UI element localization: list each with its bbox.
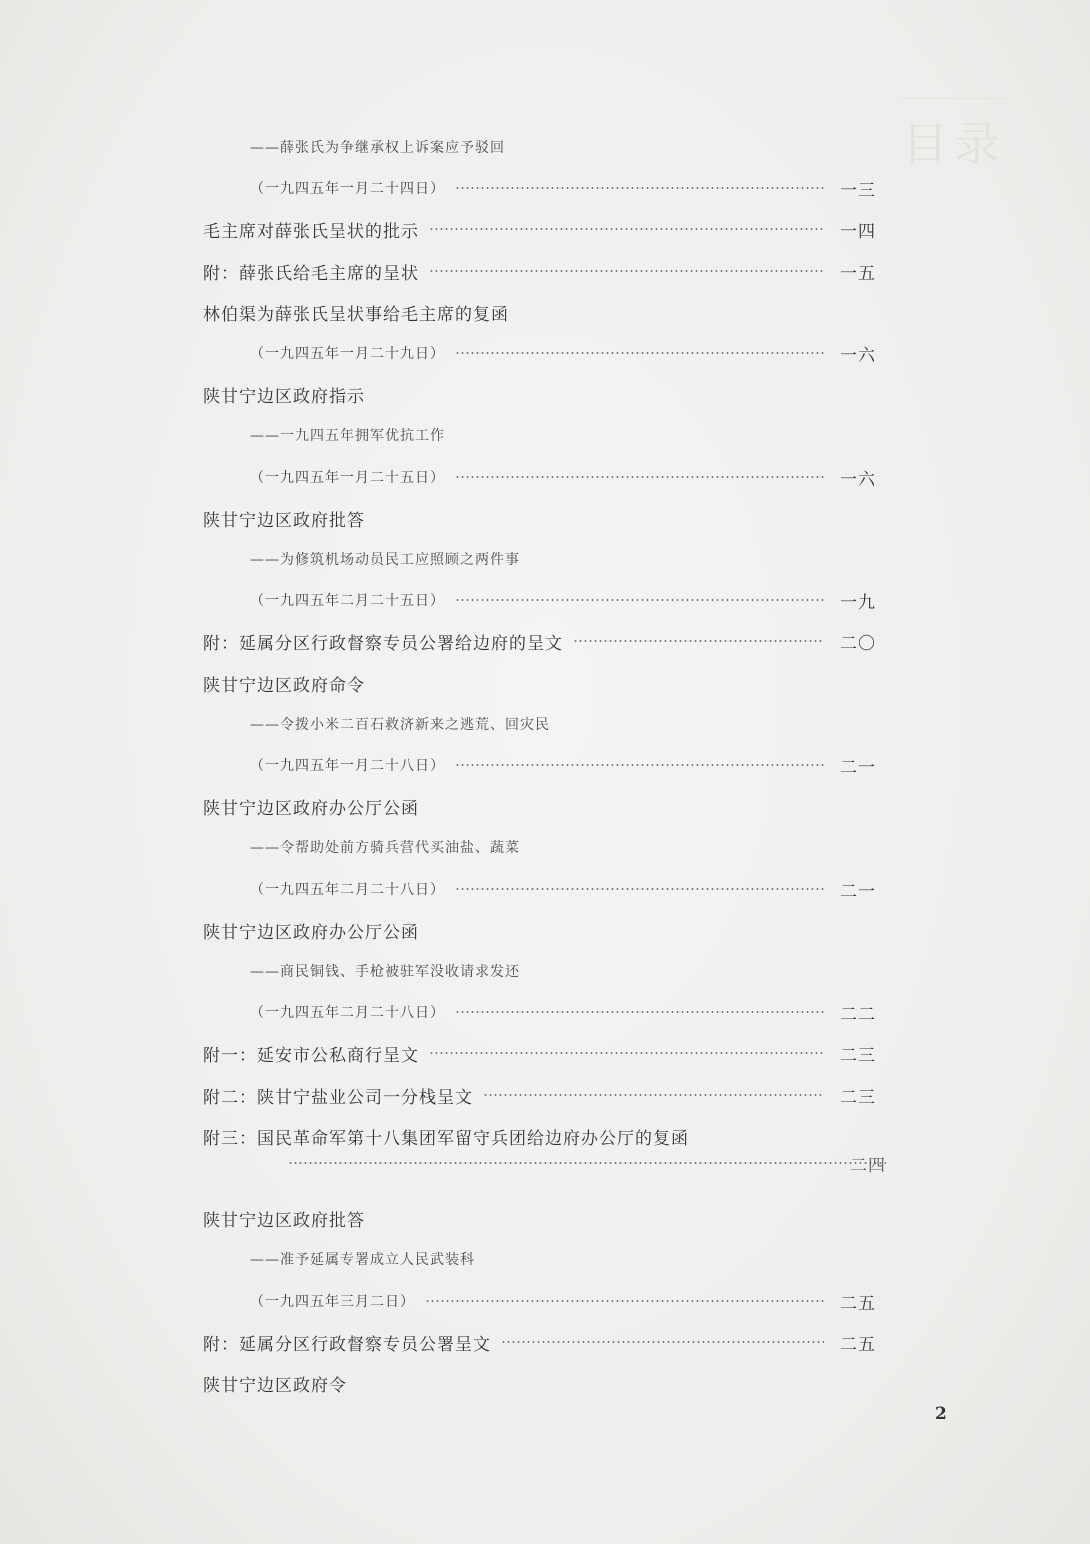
toc-entry-title — [203, 1327, 876, 1357]
dot-leader — [455, 187, 824, 189]
toc-entry-date — [250, 585, 876, 615]
dot-leader — [501, 1341, 824, 1343]
dot-leader — [455, 1011, 824, 1013]
toc-entry-text: 陕甘宁边区政府命令 — [203, 675, 365, 696]
toc-entry-title — [203, 1121, 689, 1151]
toc-page-ref: 一九 — [840, 592, 876, 613]
toc-entry-text: ——薛张氏为争继承权上诉案应予驳回 — [250, 140, 505, 156]
toc-page-ref: 一五 — [840, 263, 876, 284]
toc-entry-text: 附：延属分区行政督察专员公署给边府的呈文 — [203, 633, 563, 654]
toc-entry-text: 附二：陕甘宁盐业公司一分栈呈文 — [203, 1087, 473, 1108]
dot-leader — [573, 640, 824, 642]
toc-entry-date — [250, 997, 876, 1027]
toc-page-ref: 二二 — [840, 1004, 876, 1025]
toc-entry-title — [203, 503, 365, 533]
toc-page-ref: 二一 — [840, 881, 876, 902]
dot-leader — [455, 476, 824, 478]
toc-entry-text: 附三：国民革命军第十八集团军留守兵团给边府办公厅的复函 — [203, 1128, 689, 1149]
toc-entry-text: （一九四五年二月二十八日） — [250, 1005, 445, 1021]
toc-entry-text: 附一：延安市公私商行呈文 — [203, 1045, 419, 1066]
page-number: 2 — [935, 1404, 947, 1424]
toc-entry-text: 陕甘宁边区政府指示 — [203, 386, 365, 407]
dot-leader — [429, 228, 824, 230]
toc-entry-title — [203, 915, 419, 945]
dot-leader — [455, 599, 824, 601]
toc-entry-text: ——令拨小米二百石救济新来之逃荒、回灾民 — [250, 717, 550, 733]
toc-entry-title — [203, 668, 365, 698]
toc-page-ref: 二三 — [840, 1087, 876, 1108]
dot-leader — [455, 352, 824, 354]
toc-entry-text: 陕甘宁边区政府批答 — [203, 510, 365, 531]
toc-entry-text: 陕甘宁边区政府办公厅公函 — [203, 922, 419, 943]
toc-entry-text: 林伯渠为薛张氏呈状事给毛主席的复函 — [203, 304, 509, 325]
toc-entry-text: （一九四五年二月二十五日） — [250, 593, 445, 609]
toc-entry-sub — [250, 132, 505, 162]
toc-entry-text: 附：薛张氏给毛主席的呈状 — [203, 263, 419, 284]
toc-entry-title — [203, 214, 876, 244]
toc-page-ref: 二四 — [850, 1155, 886, 1176]
dot-leader — [455, 764, 824, 766]
toc-page-ref: 一四 — [840, 221, 876, 242]
toc-entry-text: ——商民铜钱、手枪被驻军没收请求发还 — [250, 964, 520, 980]
toc-entry-text: 陕甘宁边区政府批答 — [203, 1210, 365, 1231]
toc-entry-title — [203, 1368, 347, 1398]
toc-page-ref: 二五 — [840, 1334, 876, 1355]
toc-entry-sub — [250, 956, 520, 986]
bleed-through-heading: 目录 — [902, 117, 1006, 171]
toc-page-ref: 一六 — [840, 469, 876, 490]
toc-entry-date — [250, 874, 876, 904]
toc-entry-date — [250, 750, 876, 780]
toc-entry-text: （一九四五年一月二十四日） — [250, 181, 445, 197]
toc-entry-title — [203, 1203, 365, 1233]
dot-leader — [288, 1162, 834, 1164]
toc-entry-title — [203, 297, 509, 327]
toc-page-ref: 一六 — [840, 345, 876, 366]
toc-entry-text: （一九四五年二月二十八日） — [250, 882, 445, 898]
toc-page-ref: 二一 — [840, 757, 876, 778]
toc-entry-sub — [250, 709, 550, 739]
toc-entry-text: ——为修筑机场动员民工应照顾之两件事 — [250, 552, 520, 568]
toc-entry-text: （一九四五年一月二十九日） — [250, 346, 445, 362]
toc-page-ref: 二〇 — [840, 633, 876, 654]
toc-entry-text: （一九四五年三月二日） — [250, 1294, 415, 1310]
toc-entry-sub — [250, 832, 520, 862]
toc-page-ref: 一三 — [840, 180, 876, 201]
toc-entry-text: ——一九四五年拥军优抗工作 — [250, 428, 445, 444]
toc-entry-title — [203, 626, 876, 656]
dot-leader — [425, 1300, 824, 1302]
toc-entry-text: 陕甘宁边区政府办公厅公函 — [203, 798, 419, 819]
dot-leader — [429, 270, 824, 272]
toc-entry-leader — [288, 1155, 886, 1176]
dot-leader — [429, 1052, 824, 1054]
toc-entry-sub — [250, 420, 445, 450]
toc-entry-title — [203, 256, 876, 286]
toc-entry-date — [250, 1286, 876, 1316]
toc-entry-date — [250, 173, 876, 203]
toc-entry-title — [203, 379, 365, 409]
toc-entry-text: ——准予延属专署成立人民武装科 — [250, 1252, 475, 1268]
toc-entry-title — [203, 791, 419, 821]
toc-entry-title — [203, 1080, 876, 1110]
toc-entry-sub — [250, 544, 520, 574]
toc-entry-text: （一九四五年一月二十五日） — [250, 470, 445, 486]
toc-entry-text: （一九四五年一月二十八日） — [250, 758, 445, 774]
toc-entry-date — [250, 462, 876, 492]
dot-leader — [483, 1094, 824, 1096]
toc-entry-text: 毛主席对薛张氏呈状的批示 — [203, 221, 419, 242]
toc-entry-text: 附：延属分区行政督察专员公署呈文 — [203, 1334, 491, 1355]
toc-entry-date — [250, 338, 876, 368]
dot-leader — [455, 888, 824, 890]
toc-entry-title — [203, 1038, 876, 1068]
toc-entry-text: 陕甘宁边区政府令 — [203, 1375, 347, 1396]
toc-page-ref: 二三 — [840, 1045, 876, 1066]
toc-page-ref: 二五 — [840, 1293, 876, 1314]
toc-entry-sub — [250, 1244, 475, 1274]
toc-entry-text: ——令帮助处前方骑兵营代买油盐、蔬菜 — [250, 840, 520, 856]
